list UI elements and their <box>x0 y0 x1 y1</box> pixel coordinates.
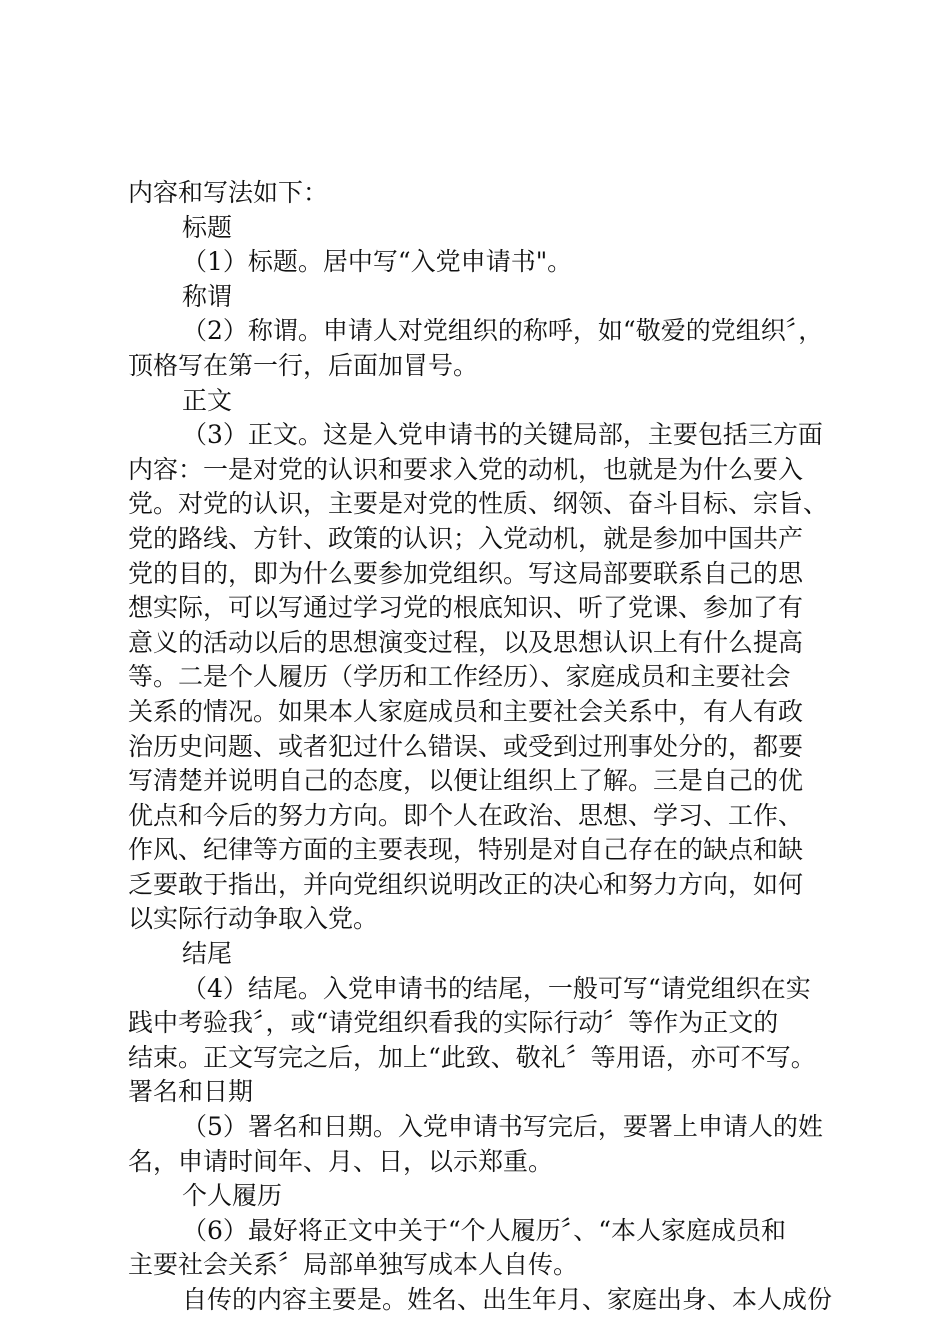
paragraph-line: 主要社会关系〞局部单独写成本人自传。 <box>128 1250 579 1280</box>
paragraph-line: 结束。正文写完之后，加上“此致、敬礼〞等用语，亦可不写。 <box>128 1042 816 1072</box>
heading-ending: 结尾 <box>182 939 233 969</box>
paragraph-line: （4）结尾。入党申请书的结尾，一般可写“请党组织在实 <box>182 973 811 1003</box>
document-page <box>128 176 840 1318</box>
paragraph-line: （3）正文。这是入党申请书的关键局部，主要包括三方面 <box>182 420 823 450</box>
paragraph-line: 写清楚并说明自己的态度，以便让组织上了解。三是自己的优 <box>128 766 804 796</box>
paragraph-line: 党的路线、方针、政策的认识；入党动机，就是参加中国共产 <box>128 523 804 553</box>
paragraph-line: 治历史问题、或者犯过什么错误、或受到过刑事处分的，都要 <box>128 731 804 761</box>
paragraph-line: 践中考验我〞，或“请党组织看我的实际行动〞等作为正文的 <box>128 1008 779 1038</box>
paragraph-line: （6）最好将正文中关于“个人履历〞、“本人家庭成员和 <box>182 1215 786 1245</box>
paragraph-line: 优点和今后的努力方向。即个人在政治、思想、学习、工作、 <box>128 800 804 830</box>
paragraph-line: 党。对党的认识，主要是对党的性质、纲领、奋斗目标、宗旨、 <box>128 489 829 519</box>
paragraph-line: （2）称谓。申请人对党组织的称呼，如“敬爱的党组织〞， <box>182 316 824 346</box>
paragraph-line: 等。二是个人履历（学历和工作经历）、家庭成员和主要社会 <box>128 662 791 692</box>
paragraph-line: 顶格写在第一行，后面加冒号。 <box>128 350 479 380</box>
paragraph-line: 名，申请时间年、月、日，以示郑重。 <box>128 1146 554 1176</box>
paragraph-line: 想实际，可以写通过学习党的根底知识、听了党课、参加了有 <box>128 593 804 623</box>
paragraph-line: 以实际行动争取入党。 <box>128 904 379 934</box>
heading-salutation: 称谓 <box>182 281 233 311</box>
paragraph-line: 内容：一是对党的认识和要求入党的动机，也就是为什么要入 <box>128 454 804 484</box>
paragraph-line: 乏要敢于指出，并向党组织说明改正的决心和努力方向，如何 <box>128 869 804 899</box>
heading-body: 正文 <box>182 385 233 415</box>
paragraph-line: （1）标题。居中写“入党申请书"。 <box>182 247 573 277</box>
paragraph-line: 意义的活动以后的思想演变过程，以及思想认识上有什么提高 <box>128 627 804 657</box>
paragraph-line: 作风、纪律等方面的主要表现，特别是对自己存在的缺点和缺 <box>128 835 804 865</box>
paragraph-line: 党的目的，即为什么要参加党组织。写这局部要联系自己的思 <box>128 558 804 588</box>
heading-signature-date: 署名和日期 <box>128 1077 254 1107</box>
paragraph-line: 关系的情况。如果本人家庭成员和主要社会关系中，有人有政 <box>128 696 804 726</box>
heading-title: 标题 <box>182 212 233 242</box>
heading-resume: 个人履历 <box>182 1181 283 1211</box>
paragraph-line: （5）署名和日期。入党申请书写完后，要署上申请人的姓 <box>182 1112 823 1142</box>
paragraph-line: 自传的内容主要是。姓名、出生年月、家庭出身、本人成份 <box>182 1285 833 1314</box>
intro-line: 内容和写法如下： <box>128 178 329 207</box>
